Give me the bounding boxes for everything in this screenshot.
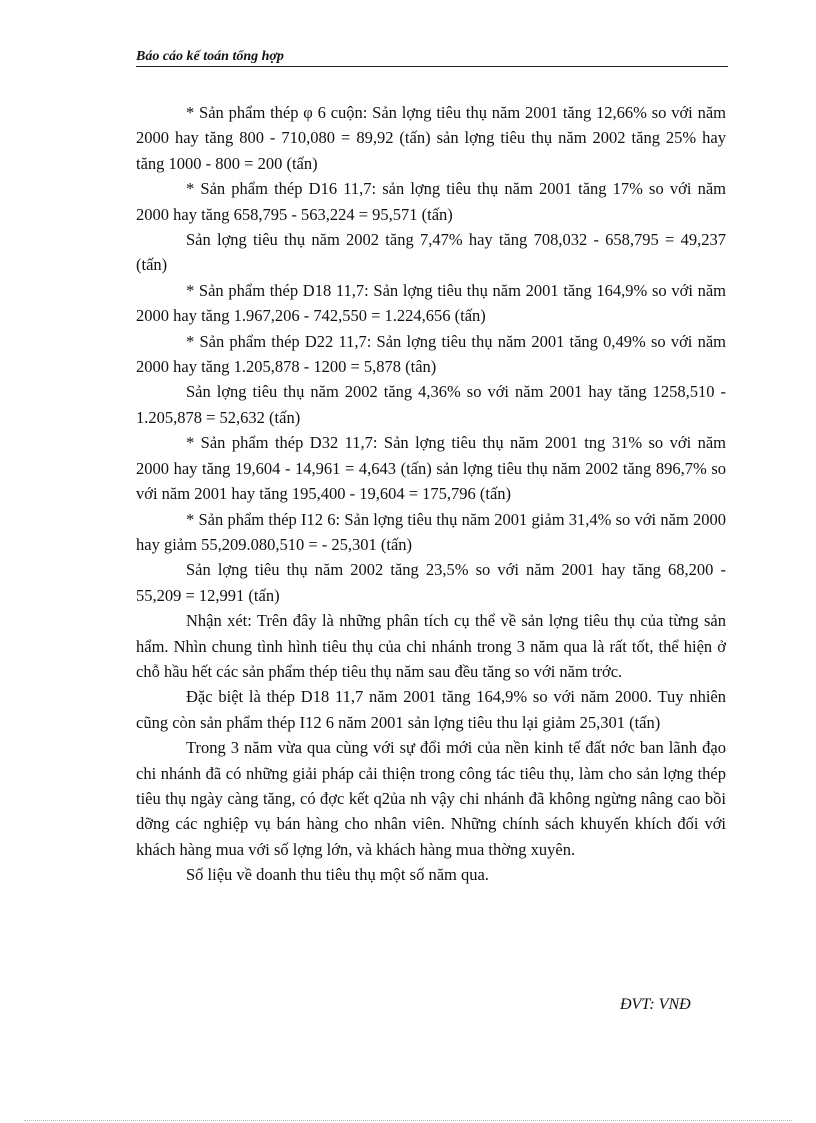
paragraph: * Sản phẩm thép D18 11,7: Sản lợng tiêu thụ năm 2001 tăng 164,9% so với năm 2000 hay tăng 1.967,206 - 742,550 = 1.224,656 (tấn) <box>136 280 726 326</box>
paragraph: * Sản phẩm thép D32 11,7: Sản lợng tiêu thụ năm 2001 tng 31% so với năm 2000 hay tăng 19,604 - 14,961 = 4,643 (tấn) sản lợng tiêu thụ năm 2002 tăng 896,7% so với năm 2001 hay tăng 195,400 - 19,604 = 175,796 (tấn) <box>136 433 726 504</box>
paragraph: * Sản phẩm thép D16 11,7: sản lợng tiêu thụ năm 2001 tăng 17% so với năm 2000 hay tăng 658,795 - 563,224 = 95,571 (tấn) <box>136 179 726 224</box>
paragraph: Nhận xét: Trên đây là những phân tích cụ thể về sản lợng tiêu thụ của từng sản hẩm. Nhìn chung tình hình tiêu thụ của chi nhánh trong 3 năm qua là rất tốt, thể hiện ở chỗ hầu hết các sản phẩm thép tiêu thụ năm sau đều tăng so với năm trớc. <box>136 611 726 681</box>
paragraph: Sản lợng tiêu thụ năm 2002 tăng 23,5% so với năm 2001 hay tăng 68,200 - 55,209 = 12,991 (tấn) <box>136 560 726 605</box>
paragraph: * Sản phẩm thép I12 6: Sản lợng tiêu thụ năm 2001 giảm 31,4% so với năm 2000 hay giảm 55,209.080,510 = - 25,301 (tấn) <box>136 509 726 554</box>
paragraph: Đặc biệt là thép D18 11,7 năm 2001 tăng 164,9% so với năm 2000. Tuy nhiên cũng còn sản phẩm thép I12 6 năm 2001 sản lợng tiêu thu lại giảm 25,301 (tấn) <box>136 687 726 732</box>
paragraph: Sản lợng tiêu thụ năm 2002 tăng 7,47% hay tăng 708,032 - 658,795 = 49,237 (tấn) <box>136 230 726 275</box>
header-title: Báo cáo kế toán tổng hợp <box>136 49 284 64</box>
paragraph: Số liệu về doanh thu tiêu thụ một số năm qua. <box>186 865 489 885</box>
paragraph: Trong 3 năm vừa qua cùng với sự đổi mới của nền kinh tế đất nớc ban lãnh đạo chi nhánh đã có những giải pháp cải thiện trong công tác tiêu thụ, làm cho sản lợng thép tiêu thụ ngày càng tăng, có đợc kết q2ủa nh vậy chi nhánh đã không ngừng nâng cao bồi dỡng các nghiệp vụ bán hàng cho nhân viên. Những chính sách khuyến khích đối với khách hàng mua với số lợng lớn, và khách hàng mua thờng xuyên. <box>136 738 726 859</box>
unit-label: ĐVT: VNĐ <box>620 996 691 1013</box>
body-text <box>136 100 726 888</box>
page-header <box>136 48 728 67</box>
paragraph: * Sản phẩm thép D22 11,7: Sản lợng tiêu thụ năm 2001 tăng 0,49% so với năm 2000 hay tăng 1.205,878 - 1200 = 5,878 (tân) <box>136 331 726 377</box>
paragraph: Sản lợng tiêu thụ năm 2002 tăng 4,36% so với năm 2001 hay tăng 1258,510 - 1.205,878 = 52,632 (tấn) <box>136 382 726 427</box>
paragraph: * Sản phẩm thép φ 6 cuộn: Sản lợng tiêu thụ năm 2001 tăng 12,66% so với năm 2000 hay tăng 800 - 710,080 = 89,92 (tấn) sản lợng tiêu thụ năm 2002 tăng 25% hay tăng 1000 - 800 = 200 (tấn) <box>136 103 726 173</box>
page-bottom-divider <box>24 1120 792 1121</box>
